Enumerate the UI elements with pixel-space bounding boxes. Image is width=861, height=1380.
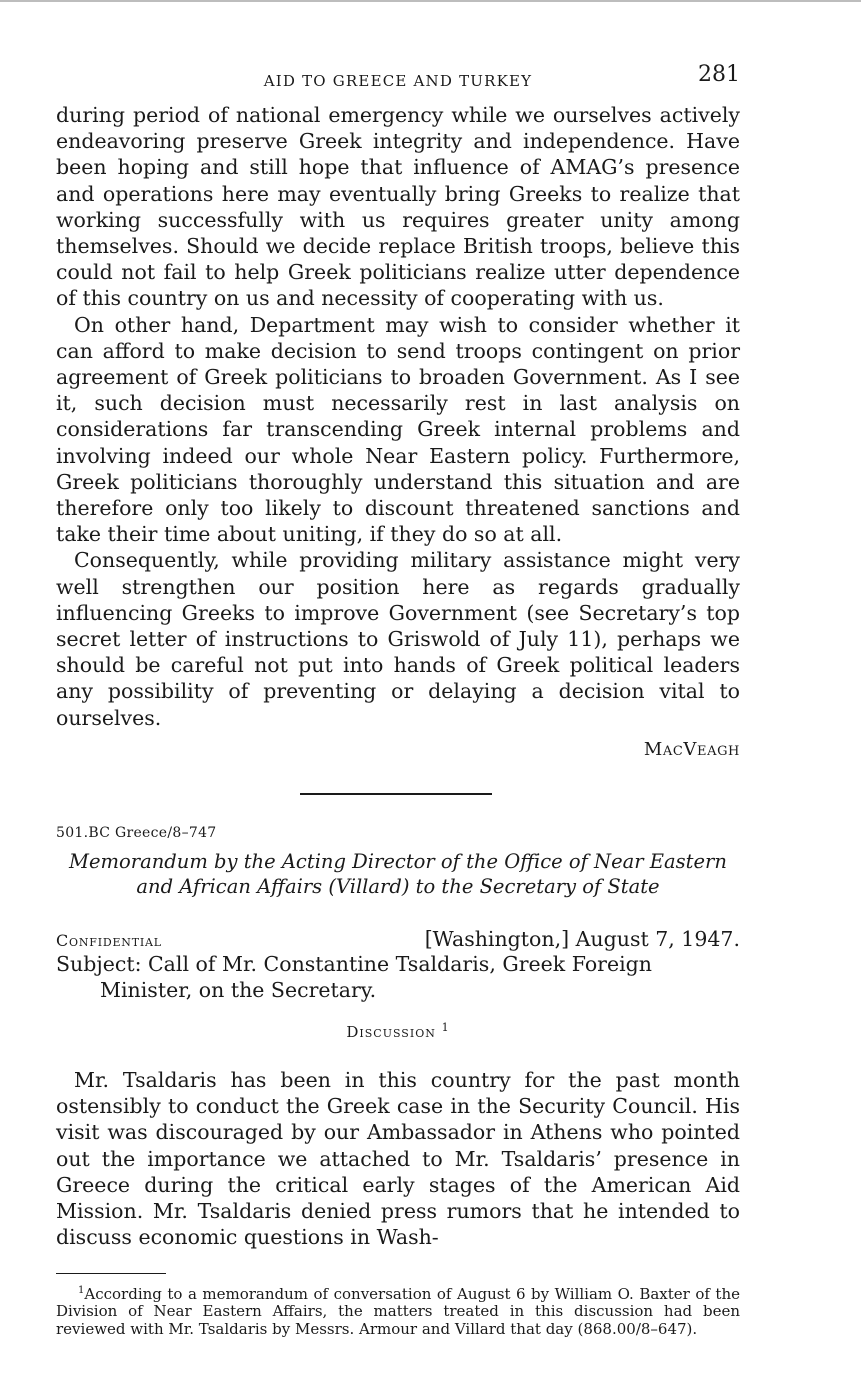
signature: MacVeagh — [643, 738, 740, 760]
running-title: AID TO GREECE AND TURKEY — [263, 72, 533, 90]
telegram-text — [56, 102, 740, 763]
memo-header-row — [56, 927, 740, 951]
telegram-paragraph-continued: during period of national emergency while we ourselves actively endeavoring preserve Greek integrity and independence. Have been hoping and still hope that influence of AMAG’s presence and operations here may eventually bring Greeks to realize that working successfully with us requires greater unity among themselves. Should we decide replace British troops, believe this could not fail to help Greek politicians realize utter dependence of this country on us and necessity of cooperating with us. — [56, 103, 740, 311]
telegram-paragraph: Consequently, while providing military assistance might very well strengthen our position here as regards gradually influencing Greeks to improve Government (see Secretary’s top secret letter of instructions to Griswold of July 11), perhaps we should be careful not put into hands of Greek political leaders any possibility of preventing or delaying a decision vital to ourselves. — [56, 548, 740, 730]
running-head — [56, 62, 740, 102]
footnote — [56, 1282, 740, 1339]
classification-label: Confidential — [56, 931, 162, 951]
footnote-text: According to a memorandum of conversation of August 6 by William O. Baxter of the Division of Near Eastern Affairs, the matters treated in this discussion had been reviewed with Mr. Tsaldaris by Messrs. Armour and Villard that day (868.00/8–647). — [56, 1284, 740, 1338]
file-number: 501.BC Greece/8–747 — [56, 825, 217, 842]
subject-line: Subject: Call of Mr. Constantine Tsaldaris, Greek Foreign Minister, on the Secretary. — [56, 952, 652, 1003]
section-divider — [300, 793, 492, 795]
page-number: 281 — [698, 62, 740, 87]
memorandum-title: Memorandum by the Acting Director of the Office of Near Eastern and African Affairs (Villard) to the Secretary of State — [69, 850, 727, 899]
section-heading — [56, 1021, 740, 1041]
footnote-reference: 1 — [441, 1021, 450, 1035]
date-line: [Washington,] August 7, 1947. — [424, 927, 740, 952]
discussion-paragraph: Mr. Tsaldaris has been in this country for the past month ostensibly to conduct the Greek case in the Security Council. His visit was discouraged by our Ambassador in Athens who pointed out the importance we attached to Mr. Tsaldaris’ presence in Greece during the critical early stages of the American Aid Mission. Mr. Tsaldaris denied press rumors that he intended to discuss economic questions in Wash- — [56, 1068, 740, 1250]
document-page — [56, 62, 740, 1338]
section-heading-text: Discussion — [346, 1023, 436, 1042]
footnote-mark: 1 — [78, 1284, 85, 1296]
telegram-paragraph: On other hand, Department may wish to consider whether it can afford to make decision to send troops contingent on prior agreement of Greek politicians to broaden Government. As I see it, such decision must necessarily rest in last analysis on considerations far transcending Greek internal problems and involving indeed our whole Near Eastern policy. Furthermore, Greek politicians thoroughly understand this situation and are therefore only too likely to discount threatened sanctions and take their time about uniting, if they do so at all. — [56, 312, 740, 547]
footnote-rule — [56, 1273, 166, 1274]
page-top-edge — [0, 0, 861, 2]
